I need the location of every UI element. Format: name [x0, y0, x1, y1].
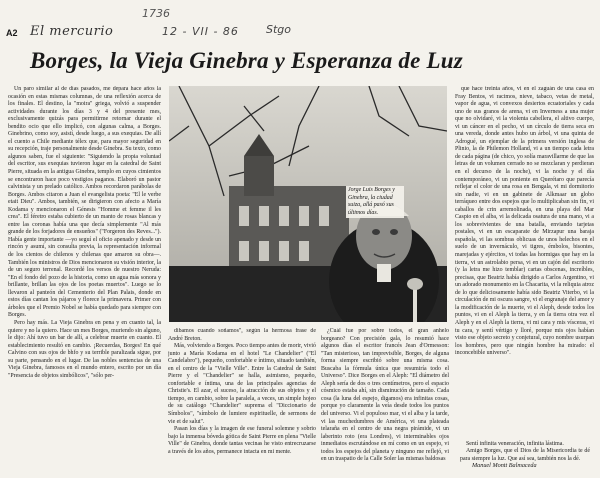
paragraph: Sentí infinita veneración, infinita lástima.: [466, 441, 564, 447]
paragraph: Pero hay más. La Vieja Ginebra en pena y en cuanto tal, la quiere y no la quiero. Hace un mes Borges, muriendo sin alguno, le dijo: Ahí tuvo un bar de allí, a celebrar muerte en cuanto. El establecimiento resultó en cambio. ¡Recuerdas, Borges! En qué Calvino con sus ojos de bhfo y su terrible paralizada sigue, por su parte, pensando en el lugar. De las nobles sentencias de una Vieja Ginebra, famosos en el mundo entero, escrito por un día "Presencia de objetos simbólicos", "sólo per-: [8, 319, 161, 379]
article-column-4: [455, 86, 594, 436]
closing-paragraphs: [460, 441, 590, 463]
paragraph: Pasan los días y la imagen de ese funeral solemne y sobrio bajo la inmensa bóveda gótica de Saint Pierre en plena "Vielle Ville" de Ginebra, donde tantas vecinas he visto entrecruzarse a través de los años, permanece intacta en mi mente.: [168, 426, 316, 455]
article-column-1: [8, 86, 161, 472]
masthead: [4, 2, 594, 46]
paragraph: que hace treinta años, vi en el zaguán de una casa en Fray Bentos, vi racimos, nieve, tabaco, vetas de metal, vapor de agua, vi convexos desiertos ecuatoriales y cada uno de sus granos de arena, vi en Inverness a una mujer que no olvidaré, vi la violenta cabellera, el altivo cuerpo, vi un cáncer en el pecho, vi un círculo de tierra seca en una vereda, donde antes hubo un árbol, vi una quinta de Adrogué, un ejemplar de la primera versión inglesa de Plinio, la de Philemon Holland, vi a un tiempo cada letra de cada página (de chico, yo solía maravillarme de que las letras de un volumen cerrado no se mezclaran y perdieran en el decurso de la noche), vi la noche y el día contemporáneo, vi un poniente en Querétaro que parecía reflejar el color de una rosa en Bengala, vi mi dormitorio sin nadie, vi en un gabinete de Alkmaar un globo terráqueo entre dos espejos que lo multiplicaban sin fin, vi caballos de crin arremolinada, en una playa del Mar Caspio en el alba, vi la delicada osatura de una mano, vi a los sobrevivientes de una batalla, enviando tarjetas postales, vi en un escaparate de Mirzapur una baraja española, vi las sombras oblicuas de unos helechos en el suelo de un invernáculo, vi tigres, émbolos, bisontes, marejadas y ejércitos, vi todas las hormigas que hay en la tierra, vi un astrolabio persa, vi en un cajón del escritorio (y la letra me hizo temblar) cartas obscenas, increíbles, precisas, que Beatriz había dirigido a Carlos Argentino, vi un adorado monumento en la Chacarita, vi la reliquia atroz de lo que deliciosamente había sido Beatriz Viterbo, vi la circulación de mi oscura sangre, vi el engranaje del amor y la modificación de la muerte, vi el Aleph, desde todos los puntos, vi en el Aleph la tierra, y en la tierra otra vez el Aleph y en el Aleph la tierra, vi mi cara y mis vísceras, vi tu cara, y sentí vértigo y lloré, porque mis ojos habían visto ese objeto secreto y conjetural, cuyo nombre usurpan los hombres, pero que ningún hombre ha mirado: el inconcebible universo".: [455, 86, 594, 357]
paragraph: ¿Cuál fue por sobre todos, el gran anhelo borgeano? Con precisión gala, lo resumió hace algunos días el escritor francés Jean d'Ormesson: "Tan misterioso, tan imprevisible, Borges, de alguna forma siempre escribió sobre una misma cosa. Buscaba la fórmula única que resumiría todo el Universo". Dice Borges en el Aleph: "El diámetro del Aleph sería de dos o tres centímetros, pero el espacio cósmico estaba ahí, sin disminución de tamaño. Cada cosa (la luna del espejo, digamos) era infinitas cosas, porque yo claramente la veía desde todos los puntos del universo. Vi el populoso mar, vi el alba y la tarde, vi las muchedumbres de América, vi una plateada telaraña en el centro de una negra pirámide, vi un laberinto roto (era Londres), vi interminables ojos inmediatos escrutándose en mí como en un espejo, vi todos los espejos del planeta y ninguno me reflejó, vi en un traspatio de la Calle Soler las mismas baldosas: [321, 328, 449, 463]
page-folio: A2: [6, 28, 18, 38]
handwritten-note: Stgo: [266, 23, 292, 36]
author-signature: Manuel Montt Balmaceda: [472, 462, 537, 469]
photo-caption: Jorge Luis Borges y Ginebra, la ciudad suiza, allá pasó sus últimos días.: [346, 186, 404, 218]
article-column-3: [321, 328, 449, 474]
paragraph: dibamos cuando soñamos", según la hermosa frase de André Breton.: [168, 328, 316, 342]
paragraph: Amigo Borges, que el Dios de la Misericordia te dé para siempre la luz. Que así sea, también nos la dé.: [460, 448, 590, 462]
article-photo: [169, 86, 447, 322]
borges-photo-image: [169, 86, 447, 322]
newspaper-name: El mercurio: [30, 24, 114, 39]
handwritten-number: 1736: [142, 7, 170, 20]
article-column-2: [168, 328, 316, 474]
paragraph: Un paro similar al de días pasados, me depara hace años la ocasión en estas mismas columnas, de una reflexión acerca de los finales. El destino, la "moira" griega, volvió a suspender actividades durante los días 3 y 4 del presente mes, exclusivamente quizás para permitirme retornar durante el bendito ocio que ello implicó, con algunas calma, a Borges. Ginebrino, como soy, asistí, desde luego, a sus exequias. De allí el cuento a Chile mediante télex que, para mayor seguridad en su recepción, traje personalmente desde Ginebra. Su texto, como algunos saben, fue el siguiente: "Siguiendo la propia voluntad del escritor, sus exequias tuvieron lugar en la catedral de Saint Pierre, situada en la antigua Ginebra, templo en cuyos cimientos se encontraron hace poco vestigios paganos. Elaboró un pastor calvinista y un prelado católico. Ambos recordaron parábolas de Borges. Ambos citaron a Juan el evangelista poeta: "El le verbe etait Dieu". Ambos, también, se dirigieron con afecto a María Kodama y mencionaron el Génesis "Homme et femme il les crea". El féretro estaba cubierto de un manto de rosas blancas y entre las coronas había una que decía simplemente "Al más grande de los forjadores de ensueños" ("Forgeron des Reves..."). Había gente importante —yo seguí el oficio apenado y desde un rincón y asumí, sin consulta previa, la representación informal de los cientos de chilenos y chilenas que amaron su obra—. También los ministros de Dios mencionaron su visión interior, la de un seguro terrenal. Recordé los versos de nuestro Neruda: "En el fondo del pozo de la historia, como un agua más sonora y brillante, brillan las ojos de los poetas muertos". Luego se lo llevaron al panteón del Cementerio del Plan Palais, donde en estos días cantan los pájaros y florece la primavera. Primer con árboles que el Premio Nobel se había quedado para siempre con Borges.: [8, 86, 161, 319]
handwritten-date: 12 - VII - 86: [162, 25, 239, 38]
article-headline: Borges, la Vieja Ginebra y Esperanza de Luz: [30, 48, 463, 73]
paragraph: Más, volviendo a Borges. Poco tiempo antes de morir, vivió junto a María Kodama en el hotel "Le Chandelier" ("El Candelabro"), pequeño, confortable e íntimo, situado también, en el centro de la "Vielle Ville". Entre la Catedral de Saint Pierre y el "Chandelier" se halla, asimismo, pequeño, confortable e íntima, una de las principales agencias de Christie's. El azar, el suceso, la atracción de sus objetos y el tiempo, en cambio, sobre la paralela, a veces, un simple hojeo de su catálogo "Chandelier" suprema el "Diccionario de Símbolos", "símbolo de lumiere espirituelle, de sermons de vie et de salut".: [168, 343, 316, 425]
